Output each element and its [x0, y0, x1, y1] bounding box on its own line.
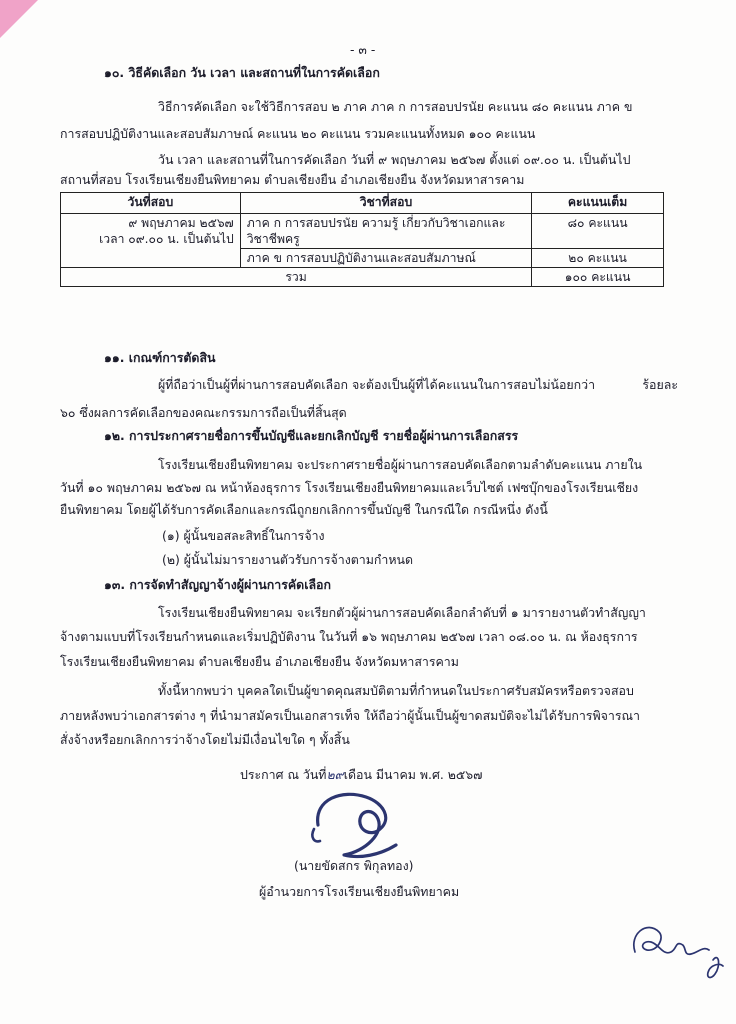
section11-line1	[158, 377, 678, 393]
corner-initials-signature	[625, 912, 730, 987]
subject-cell	[240, 214, 531, 249]
section10-date-line2: สถานที่สอบ โรงเรียนเชียงยืนพิทยาคม ตำบลเชียงยืน อำเภอเชียงยืน จังหวัดมหาสารคาม	[60, 172, 525, 187]
header-exam-subject: วิชาที่สอบ	[240, 193, 531, 214]
subject-part-b: ภาค ข การสอบปฏิบัติงานและสอบสัมภาษณ์	[240, 249, 531, 268]
table-header-row	[61, 193, 664, 214]
exam-schedule-table	[60, 192, 664, 287]
section12-item1: (๑) ผู้นั้นขอสละสิทธิ์ในการจ้าง	[162, 528, 325, 543]
section12-line2: วันที่ ๑๐ พฤษภาคม ๒๕๖๗ ณ หน้าห้องธุรการ โรงเรียนเชียงยืนพิทยาคมและเว็บไซต์ เฟซบุ๊กของโรงเรียนเชียง	[60, 480, 639, 495]
signatory-title: ผู้อำนวยการโรงเรียนเชียงยืนพิทยาคม	[259, 884, 460, 899]
announcement-date	[240, 767, 482, 783]
section13-heading: ๑๓. การจัดทำสัญญาจ้างผู้ผ่านการคัดเลือก	[104, 577, 331, 592]
section12-line3: ยืนพิทยาคม โดยผู้ได้รับการคัดเลือกและกรณีถูกยกเลิกการขึ้นบัญชี ในกรณีใด กรณีหนึ่ง ดังนี้	[60, 502, 548, 517]
section12-item2: (๒) ผู้นั้นไม่มารายงานตัวรับการจ้างตามกำหนด	[162, 552, 414, 567]
header-exam-date: วันที่สอบ	[61, 193, 241, 214]
subject-part-a-line1: ภาค ก การสอบปรนัย ความรู้ เกี่ยวกับวิชาเอกและ	[246, 216, 506, 230]
total-score: ๑๐๐ คะแนน	[532, 268, 664, 287]
section12-line1: โรงเรียนเชียงยืนพิทยาคม จะประกาศรายชื่อผู้ผ่านการสอบคัดเลือกตามลำดับคะแนน ภายใน	[158, 457, 643, 472]
section11-line1-end: ร้อยละ	[642, 377, 678, 392]
page-number: - ๓ -	[350, 42, 376, 57]
section13-line4: ทั้งนี้หากพบว่า บุคคลใดเป็นผู้ขาดคุณสมบัติตามที่กำหนดในประกาศรับสมัครหรือตรวจสอบ	[158, 683, 634, 698]
director-signature	[300, 785, 430, 865]
table-row	[61, 214, 664, 249]
total-label: รวม	[61, 268, 532, 287]
announcement-suffix: เดือน มีนาคม พ.ศ. ๒๕๖๗	[343, 767, 483, 782]
section10-method-line2: การสอบปฏิบัติงานและสอบสัมภาษณ์ คะแนน ๒๐ คะแนน รวมคะแนนทั้งหมด ๑๐๐ คะแนน	[60, 126, 536, 141]
exam-date: ๙ พฤษภาคม ๒๕๖๗	[128, 216, 234, 230]
section11-line2: ๖๐ ซึ่งผลการคัดเลือกของคณะกรรมการถือเป็นที่สิ้นสุด	[60, 405, 347, 420]
section11-line1-text: ผู้ที่ถือว่าเป็นผู้ที่ผ่านการสอบคัดเลือก จะต้องเป็นผู้ที่ได้คะแนนในการสอบไม่น้อยกว่า	[158, 377, 596, 392]
section13-line3: โรงเรียนเชียงยืนพิทยาคม ตำบลเชียงยืน อำเภอเชียงยืน จังหวัดมหาสารคาม	[60, 654, 459, 669]
header-full-score: คะแนนเต็ม	[532, 193, 664, 214]
section10-method-line1: วิธีการคัดเลือก จะใช้วิธีการสอบ ๒ ภาค ภาค ก การสอบปรนัย คะแนน ๘๐ คะแนน ภาค ข	[158, 99, 633, 114]
exam-date-cell	[61, 214, 241, 268]
section10-heading: ๑๐. วิธีคัดเลือก วัน เวลา และสถานที่ในการคัดเลือก	[104, 65, 380, 80]
section13-line6: สั่งจ้างหรือยกเลิกการว่าจ้างโดยไม่มีเงื่อนไขใด ๆ ทั้งสิ้น	[60, 732, 350, 747]
exam-time: เวลา ๐๙.๐๐ น. เป็นต้นไป	[99, 232, 234, 246]
signatory-name: (นายขัดสกร พิกุลทอง)	[294, 858, 414, 873]
score-part-a: ๘๐ คะแนน	[532, 214, 664, 249]
pink-corner-mark	[0, 0, 38, 38]
section13-line1: โรงเรียนเชียงยืนพิทยาคม จะเรียกตัวผู้ผ่านการสอบคัดเลือกลำดับที่ ๑ มารายงานตัวทำสัญญา	[158, 605, 646, 620]
subject-part-a-line2: วิชาชีพครู	[246, 232, 300, 246]
score-part-b: ๒๐ คะแนน	[532, 249, 664, 268]
section13-line5: ภายหลังพบว่าเอกสารต่าง ๆ ที่นำมาสมัครเป็นเอกสารเท็จ ให้ถือว่าผู้นั้นเป็นผู้ขาดสมบัติจะไม่ได้รับการพิจารณา	[60, 708, 640, 723]
section13-line2: จ้างตามแบบที่โรงเรียนกำหนดและเริ่มปฏิบัติงาน ในวันที่ ๑๖ พฤษภาคม ๒๕๖๗ เวลา ๐๘.๐๐ น. ณ ห้องธุรการ	[60, 629, 638, 644]
section12-heading: ๑๒. การประกาศรายชื่อการขึ้นบัญชีและยกเลิกบัญชี รายชื่อผู้ผ่านการเลือกสรร	[104, 428, 519, 443]
section11-heading: ๑๑. เกณฑ์การตัดสิน	[104, 350, 216, 365]
announcement-day-handwritten: ๒๙	[326, 767, 344, 782]
section10-date-line1: วัน เวลา และสถานที่ในการคัดเลือก วันที่ ๙ พฤษภาคม ๒๕๖๗ ตั้งแต่ ๐๙.๐๐ น. เป็นต้นไป	[158, 152, 631, 167]
table-total-row	[61, 268, 664, 287]
announcement-prefix: ประกาศ ณ วันที่	[240, 767, 327, 782]
